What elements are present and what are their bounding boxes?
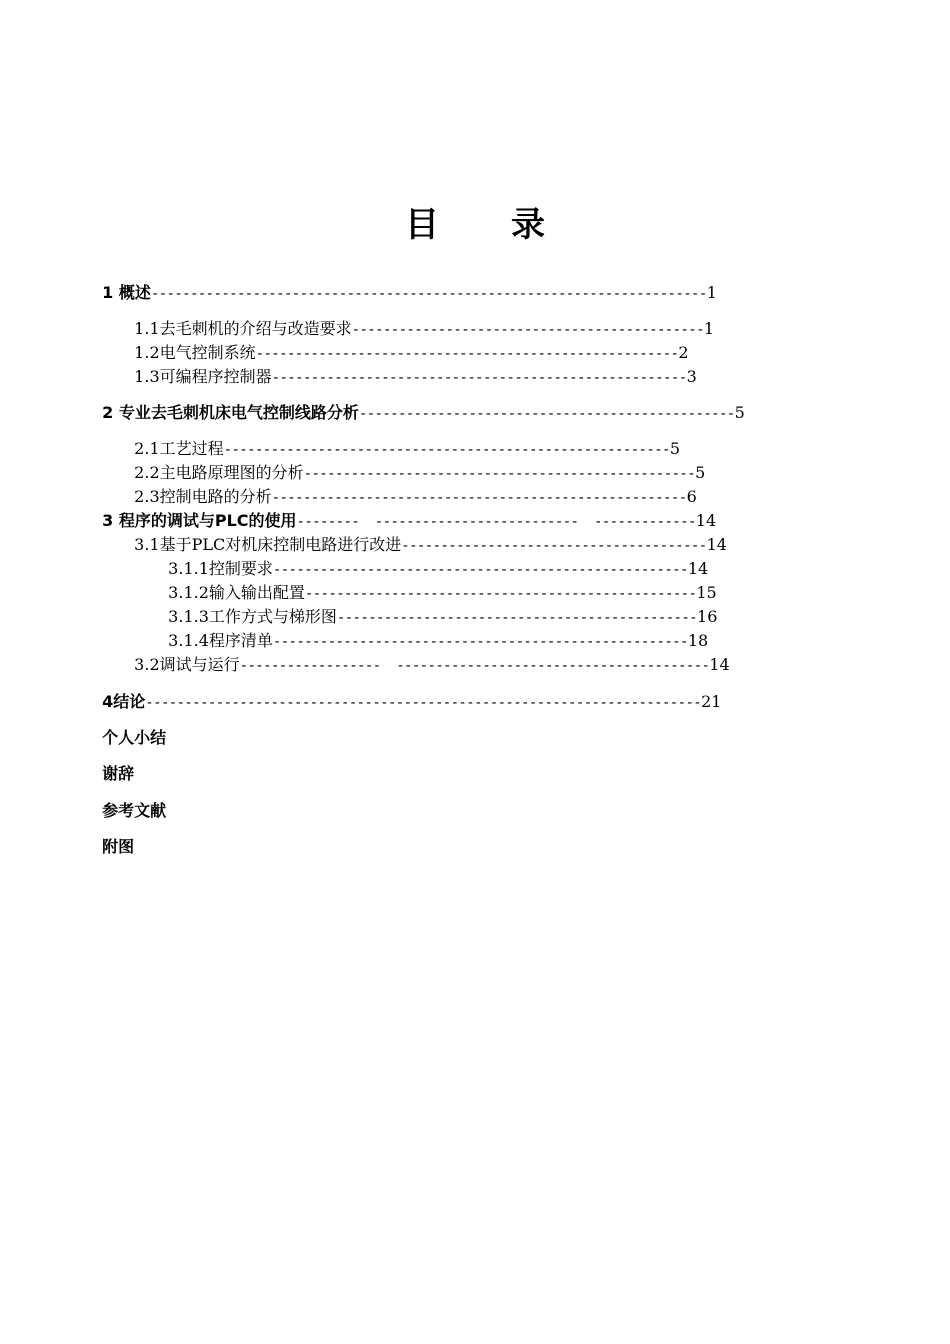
toc-entry[interactable] [124, 320, 689, 362]
toc-leader: ----------------------------------------------------- [272, 634, 688, 650]
toc-entry-label: 1.2电气控制系统 [134, 343, 256, 362]
toc-entry-label: 3 程序的调试与PLC的使用 [102, 511, 297, 530]
toc-leader: --------------------------------------------------------- [223, 442, 670, 458]
toc-entry[interactable] [91, 380, 745, 422]
toc-page-number: 16 [697, 607, 718, 626]
toc-page-number: 14 [695, 511, 717, 530]
toc-entry-label: 3.2调试与运行 [134, 655, 240, 674]
toc-entry[interactable] [91, 814, 135, 856]
toc-entry-label: 3.1.3工作方式与梯形图 [168, 607, 337, 626]
toc-page-number: 14 [687, 559, 709, 578]
toc-leader: ----------------------------------------------------- [272, 562, 688, 578]
toc-page-number: 5 [695, 463, 706, 482]
toc-page-number: 14 [706, 535, 727, 554]
toc-leader: ----------------------------------------------------------------------- [145, 695, 702, 711]
toc-leader: ----------------------------------------------------------------------- [150, 286, 707, 302]
toc-entry-label: 谢辞 [102, 764, 135, 783]
toc-entry[interactable] [91, 669, 722, 711]
title-char-2: 录 [511, 205, 545, 245]
toc-leader: -------------------------------------------------- [303, 466, 696, 482]
title-char-1: 目 [405, 205, 439, 245]
toc-leader: --------------------------------------------- [351, 322, 704, 338]
toc-entry[interactable] [91, 488, 717, 530]
toc-page-number: 21 [701, 692, 722, 711]
toc-entry-label: 附图 [102, 837, 135, 856]
toc-entry[interactable] [124, 632, 730, 674]
toc-leader: ---------------------------------------------- [336, 610, 698, 626]
toc-entry[interactable] [124, 416, 681, 458]
toc-entry[interactable] [124, 512, 727, 554]
toc-leader: -------- -------------------------- ------------- [296, 514, 696, 530]
toc-entry-label: 3.1.2输入输出配置 [168, 583, 305, 602]
toc-leader: -------------------------------------------------- [304, 586, 697, 602]
toc-entry[interactable] [91, 260, 717, 302]
toc-entry-label: 1 概述 [102, 283, 151, 302]
toc-page-number: 2 [678, 343, 689, 362]
toc-entry-label: 2.1工艺过程 [134, 439, 224, 458]
toc-page-number: 3 [686, 367, 697, 386]
toc-entry-label: 3.1.1控制要求 [168, 559, 273, 578]
toc-entry[interactable] [91, 741, 135, 783]
toc-leader: ------------------------------------------------------ [255, 346, 679, 362]
toc-page-number: 5 [669, 439, 681, 458]
toc-leader: ------------------------------------------------ [358, 406, 735, 422]
toc-page-number: 14 [709, 655, 730, 674]
toc-entry-label: 参考文献 [102, 801, 167, 820]
toc-entry[interactable] [158, 536, 709, 578]
toc-entry-label: 1.1去毛刺机的介绍与改造要求 [134, 319, 352, 338]
toc-entry[interactable] [124, 440, 706, 482]
toc-page-number: 18 [687, 631, 709, 650]
toc-entry-label: 2.3控制电路的分析 [134, 487, 272, 506]
toc-entry-label: 个人小结 [102, 728, 167, 747]
toc-entry-label: 3.1.4程序清单 [168, 631, 273, 650]
toc-leader: ------------------ ---------------------------------------- [239, 658, 710, 674]
toc-page-number: 5 [734, 403, 745, 422]
toc-page-number: 6 [686, 487, 697, 506]
toc-page-number: 1 [703, 319, 715, 338]
page-title [0, 200, 950, 250]
toc-entry[interactable] [91, 778, 167, 820]
toc-page-number: 1 [706, 283, 717, 302]
toc-leader: ----------------------------------------------------- [271, 370, 687, 386]
toc-page-number: 15 [696, 583, 717, 602]
toc-entry[interactable] [91, 705, 167, 747]
toc-leader: ----------------------------------------------------- [271, 490, 687, 506]
toc-entry-label: 3.1基于PLC对机床控制电路进行改进 [134, 535, 402, 554]
toc-entry[interactable] [158, 584, 718, 626]
toc-entry[interactable] [124, 464, 697, 506]
toc-entry-label: 2 专业去毛刺机床电气控制线路分析 [102, 403, 359, 422]
toc-entry[interactable] [124, 296, 715, 338]
toc-entry[interactable] [124, 344, 697, 386]
toc-entry-label: 1.3可编程序控制器 [134, 367, 272, 386]
toc-entry-label: 4结论 [102, 692, 146, 711]
toc-entry-label: 2.2主电路原理图的分析 [134, 463, 304, 482]
toc-leader: --------------------------------------- [401, 538, 707, 554]
toc-entry[interactable] [158, 560, 717, 602]
